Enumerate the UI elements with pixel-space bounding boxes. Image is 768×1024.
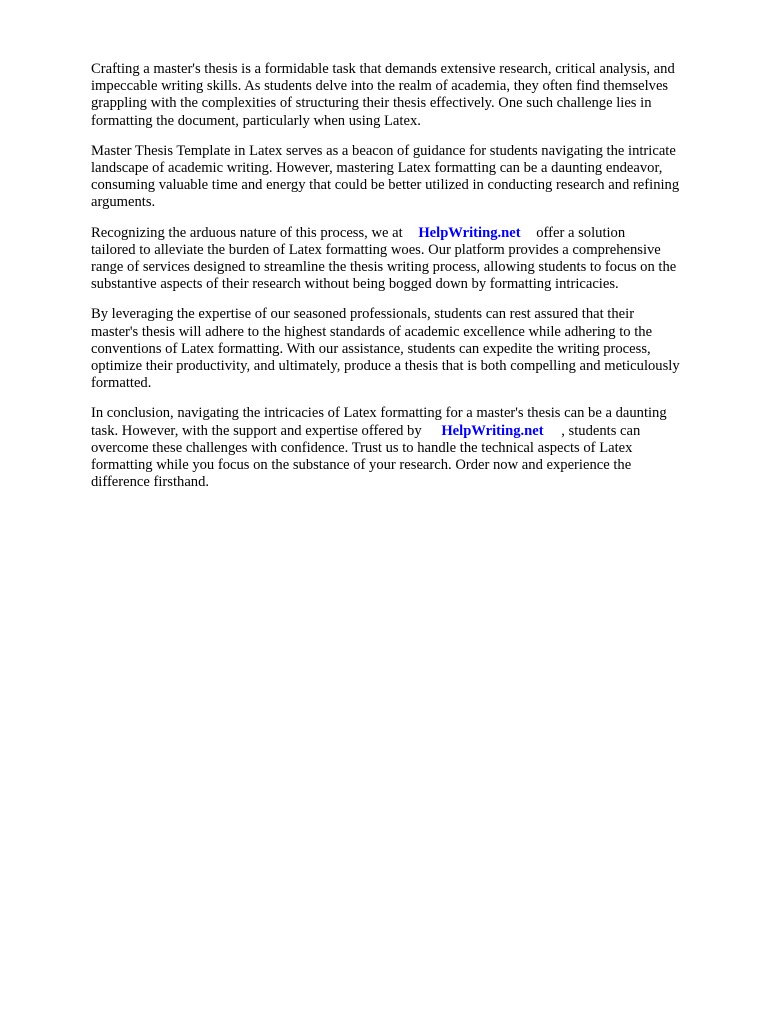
text-line <box>91 225 731 242</box>
text-fragment: offer a solution <box>532 224 626 241</box>
text-line: impeccable writing skills. As students delve into the realm of academia, they often find themselves <box>91 78 669 95</box>
paragraph-solution <box>91 225 731 294</box>
text-fragment: , students can <box>557 422 641 439</box>
helpwriting-link[interactable]: HelpWriting.net <box>441 422 544 439</box>
text-line: overcome these challenges with confidence. Trust us to handle the technical aspects of Latex <box>91 439 633 456</box>
text-line: Master Thesis Template in Latex serves as a beacon of guidance for students navigating the intricate <box>91 142 676 159</box>
text-fragment: task. However, with the support and expertise offered by <box>91 422 426 439</box>
text-line: formatting the document, particularly when using Latex. <box>91 112 421 129</box>
text-line: optimize their productivity, and ultimately, produce a thesis that is both compelling and meticulously <box>91 358 680 375</box>
text-line: consuming valuable time and energy that could be better utilized in conducting research and refining <box>91 177 680 194</box>
text-line: grappling with the complexities of structuring their thesis effectively. One such challenge lies in <box>91 95 652 112</box>
text-line: tailored to alleviate the burden of Latex formatting woes. Our platform provides a comprehensive <box>91 241 661 258</box>
text-line: substantive aspects of their research without being bogged down by formatting intricacies. <box>91 276 619 293</box>
text-line <box>91 423 731 440</box>
paragraph-template <box>91 143 731 212</box>
paragraph-intro <box>91 61 731 130</box>
text-fragment: Recognizing the arduous nature of this process, we at <box>91 224 407 241</box>
paragraph-conclusion <box>91 405 731 491</box>
text-line: Crafting a master's thesis is a formidable task that demands extensive research, critical analysis, and <box>91 61 675 77</box>
text-line: In conclusion, navigating the intricacies of Latex formatting for a master's thesis can be a daunting <box>91 405 667 422</box>
text-line: formatted. <box>91 375 152 392</box>
paragraph-expertise <box>91 306 731 392</box>
text-line: landscape of academic writing. However, mastering Latex formatting can be a daunting endeavor, <box>91 160 663 177</box>
text-line: formatting while you focus on the substance of your research. Order now and experience the <box>91 457 632 474</box>
text-line: arguments. <box>91 194 156 211</box>
text-line: master's thesis will adhere to the highest standards of academic excellence while adhering to the <box>91 323 653 340</box>
text-line: range of services designed to streamline the thesis writing process, allowing students to focus on the <box>91 259 677 276</box>
helpwriting-link[interactable]: HelpWriting.net <box>418 224 521 241</box>
text-line: By leveraging the expertise of our seasoned professionals, students can rest assured that their <box>91 306 635 323</box>
text-line: difference firsthand. <box>91 474 210 491</box>
text-line: conventions of Latex formatting. With our assistance, students can expedite the writing process, <box>91 340 651 357</box>
document-body <box>91 61 731 504</box>
